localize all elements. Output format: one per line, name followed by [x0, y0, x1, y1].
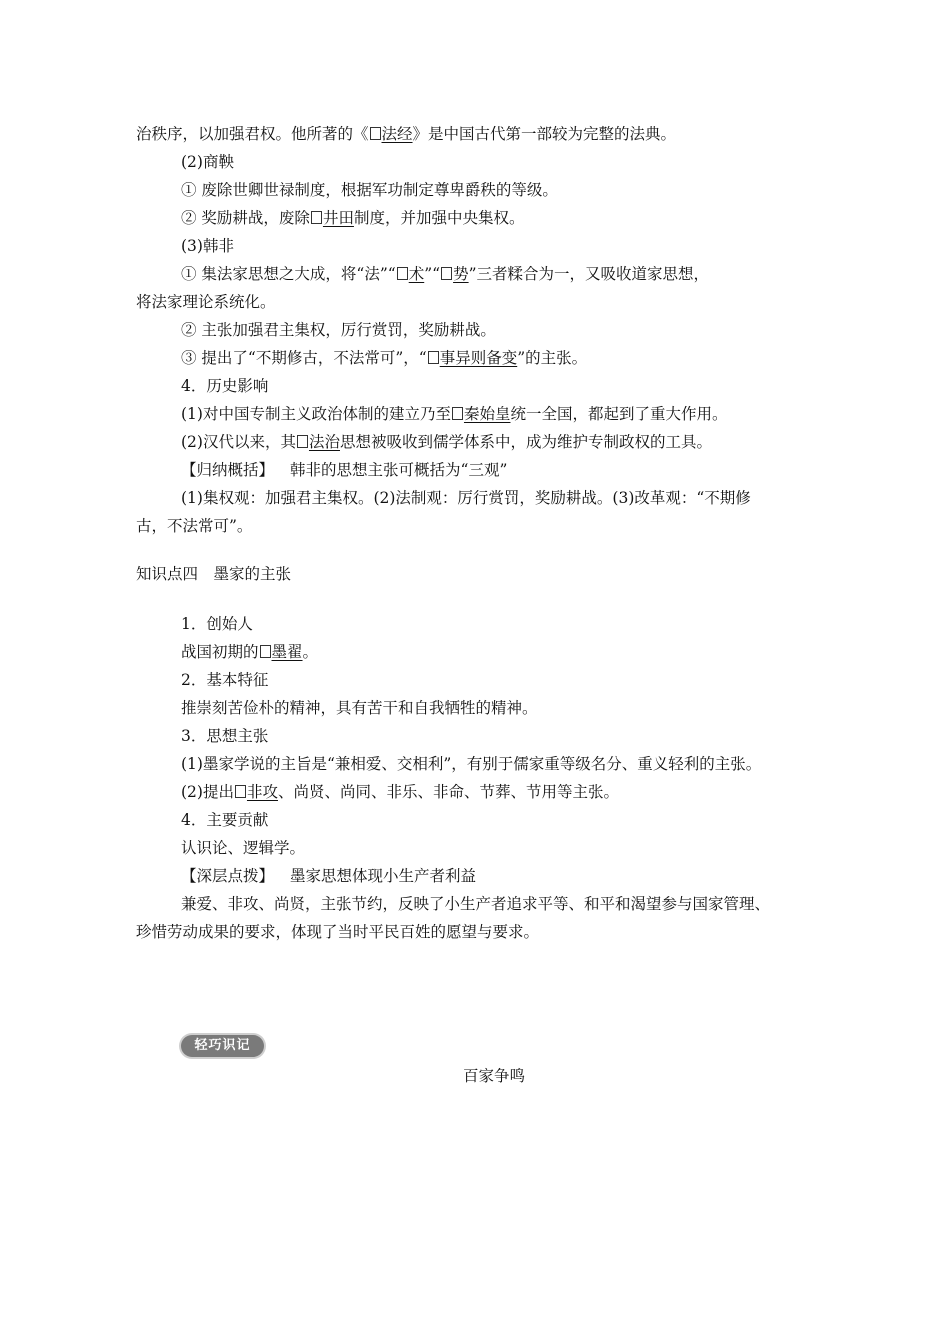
shangyang-item-1: ① 废除世卿世禄制度，根据军功制定尊卑爵秩的等级。 [181, 181, 558, 199]
answer-shu: 术 [408, 265, 425, 283]
hanfei-item-1: ① 集法家思想之大成，将“法”“ 术”“ 势”三者糅合为一，又吸收道家思想， [181, 265, 710, 283]
feature-heading: 2．基本特征 [181, 671, 269, 689]
section-badge: 轻巧识记 [181, 1035, 264, 1057]
blank-box [235, 785, 246, 798]
deep-body-1: 兼爱、非攻、尚贤，主张节约，反映了小生产者追求平等、和平和渴望参与国家管理、 [181, 895, 771, 913]
blank-box [452, 407, 463, 420]
summary-body-2: 古，不法常可”。 [136, 517, 253, 535]
answer-shiyizebeibian: 事异则备变 [439, 349, 518, 367]
paragraph-fajing: 治秩序，以加强君权。他所著的《 法经》是中国古代第一部较为完整的法典。 [136, 125, 677, 143]
answer-feigong: 非攻 [246, 783, 278, 801]
thought-item-1: (1)墨家学说的主旨是“兼相爱、交相利”，有别于儒家重等级名分、重义轻利的主张。 [181, 755, 762, 773]
hanfei-item-2: ② 主张加强君主集权，厉行赏罚，奖励耕战。 [181, 321, 496, 339]
contrib-text: 认识论、逻辑学。 [181, 839, 306, 857]
answer-fazhi: 法治 [308, 433, 340, 451]
blank-box [428, 351, 439, 364]
blank-box [370, 127, 381, 140]
influence-item-2: (2)汉代以来，其 法治思想被吸收到儒学体系中，成为维护专制政权的工具。 [181, 433, 712, 451]
answer-jingtian: 井田 [322, 209, 354, 227]
blank-box [441, 267, 452, 280]
heading-hanfei: (3)韩非 [181, 237, 234, 255]
blank-box [297, 435, 308, 448]
answer-fajing: 法经 [381, 125, 413, 143]
hanfei-item-1-cont: 将法家理论系统化。 [136, 293, 276, 311]
blank-box [260, 645, 271, 658]
heading-influence: 4．历史影响 [181, 377, 269, 395]
contrib-heading: 4．主要贡献 [181, 811, 269, 829]
thought-heading: 3．思想主张 [181, 727, 269, 745]
answer-modi: 墨翟 [271, 643, 303, 661]
summary-heading: 【归纳概括】 韩非的思想主张可概括为“三观” [181, 461, 508, 479]
answer-shi: 势 [453, 265, 469, 283]
influence-item-1: (1)对中国专制主义政治体制的建立乃至 秦始皇统一全国，都起到了重大作用。 [181, 405, 728, 423]
deep-heading: 【深层点拨】 墨家思想体现小生产者利益 [181, 867, 477, 885]
blank-box [311, 211, 322, 224]
deep-label: 【深层点拨】 [181, 867, 275, 885]
center-title: 百家争鸣 [463, 1067, 526, 1085]
hanfei-item-3: ③ 提出了“不期修古，不法常可”，“ 事异则备变”的主张。 [181, 349, 588, 367]
feature-text: 推崇刻苦俭朴的精神，具有苦干和自我牺牲的精神。 [181, 699, 538, 717]
thought-item-2: (2)提出 非攻、尚贤、尚同、非乐、非命、节葬、节用等主张。 [181, 783, 619, 801]
founder-text: 战国初期的 墨翟。 [181, 643, 319, 661]
founder-heading: 1．创始人 [181, 615, 253, 633]
section-title: 知识点四 墨家的主张 [136, 565, 292, 583]
summary-label: 【归纳概括】 [181, 461, 275, 479]
answer-qinshihuang: 秦始皇 [463, 405, 511, 423]
blank-box [397, 267, 408, 280]
shangyang-item-2: ② 奖励耕战，废除 井田制度，并加强中央集权。 [181, 209, 525, 227]
summary-body-1: (1)集权观：加强君主集权。(2)法制观：厉行赏罚，奖励耕战。(3)改革观：“不期修 [181, 489, 751, 507]
heading-shangyang: (2)商鞅 [181, 153, 234, 171]
deep-body-2: 珍惜劳动成果的要求，体现了当时平民百姓的愿望与要求。 [136, 923, 540, 941]
